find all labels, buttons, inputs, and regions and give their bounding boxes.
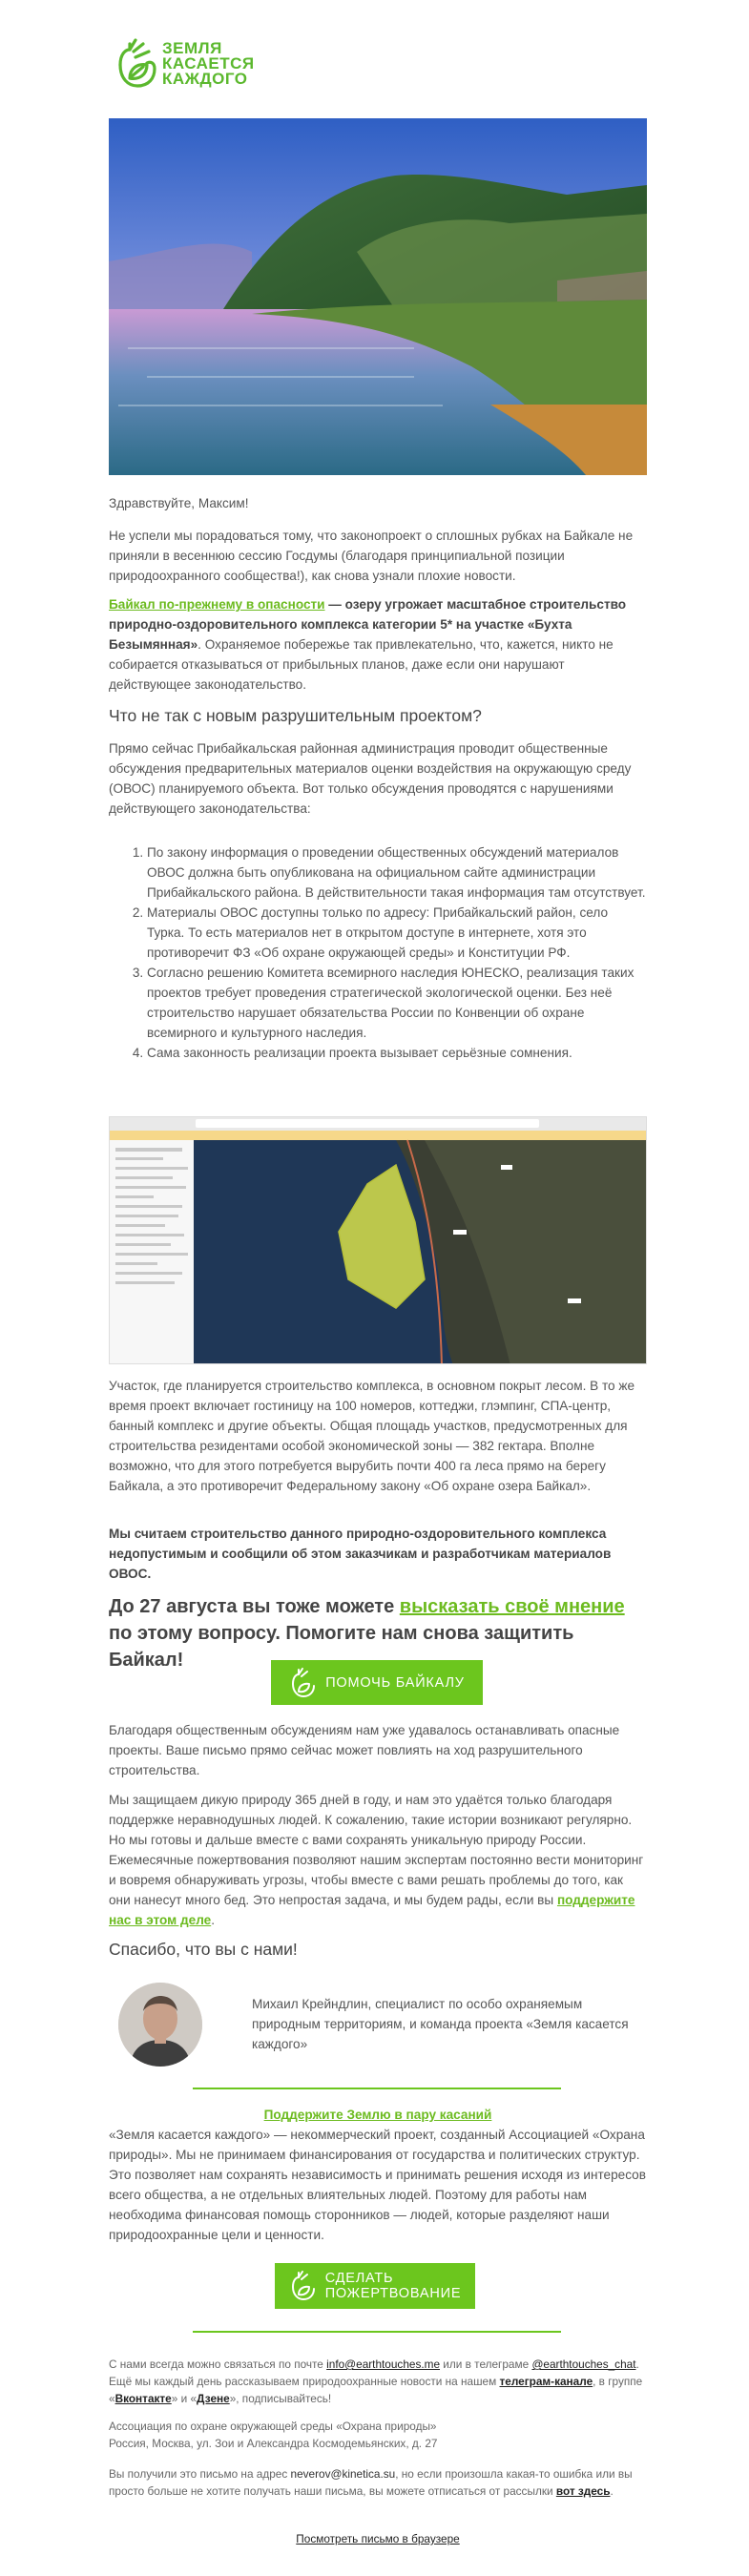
hero-image-baikal (109, 118, 647, 475)
vk-link[interactable]: Вконтакте (114, 2392, 172, 2405)
support-text-pre: Мы защищаем дикую природу 365 дней в году, и нам это удаётся только благодаря поддержке неравнодушных людей. К сожалению, такие истории возникают регулярно. Но мы готовы и дальше вместе с вами сохранять уникальную природу России. Ежемесячные пожертвования позволяют нашим экспертам постоянно вести мониторинг и вовремя обнаруживать угрозы, чтобы вместе с вами решать проблемы до того, как они нанесут много бед. Это непростая задача, и мы будем рады, если вы (109, 1793, 644, 1907)
donate-label (325, 2271, 462, 2301)
avatar (118, 1983, 202, 2067)
list-item: 2. Материалы ОВОС доступны только по адресу: Прибайкальский район, село Турка. То есть материалов нет в открытом доступе в интернете, хотя это противоречит ФЗ «Об охране окружающей среды» и Конституции РФ. (147, 903, 647, 963)
brand-logo[interactable] (114, 34, 255, 93)
news-text-mid2: » и « (171, 2392, 198, 2405)
support-earth-link[interactable]: Поддержите Землю в пару касаний (263, 2108, 492, 2122)
cta-heading-post: по этому вопросу. Помогите нам снова защитить Байкал! (109, 1623, 574, 1671)
signature: Михаил Крейндлин, специалист по особо охраняемым природным территориям, и команда проекта «Земля касается каждого» (252, 1997, 629, 2051)
position-statement: Мы считаем строительство данного природно-оздоровительного комплекса недопустимым и сообщили об этом заказчикам и разработчикам материалов ОВОС. (109, 1527, 612, 1581)
divider (193, 2331, 561, 2333)
brand-name-line2: КАСАЕТСЯ (162, 54, 255, 73)
baikal-danger-link[interactable]: Байкал по-прежнему в опасности (109, 597, 325, 612)
person-photo (118, 1983, 202, 2067)
about-text: «Земля касается каждого» — некоммерческий проект, созданный Ассоциацией «Охрана природы». Мы не принимаем финансирования от государства и политических структур. Это позволяет нам сохранять независимость и принимать решения исходя из интересов всего общества, а не отдельных влиятельных людей. Поэтому для работы нам необходима финансовая помощь сторонников — людей, которые разделяют наши природоохранные цели и ценности. (109, 2128, 646, 2242)
hand-leaf-icon (289, 1667, 318, 1699)
donate-label-line1: СДЕЛАТЬ (324, 2271, 394, 2286)
org-address: Россия, Москва, ул. Зои и Александра Космодемьянских, д. 27 (109, 2437, 438, 2450)
baikal-landscape-image (109, 118, 647, 475)
news-text-mid: , в группе « (109, 2375, 643, 2405)
hand-leaf-icon (289, 2270, 318, 2302)
violations-list (109, 842, 647, 1063)
donate-button[interactable] (275, 2263, 475, 2309)
footer-browser (109, 2530, 647, 2547)
recv-text-post: . (610, 2484, 614, 2498)
section-intro: Прямо сейчас Прибайкальская районная администрация проводит общественные обсуждения предварительных материалов оценки воздействия на окружающую среду (ОВОС) планируемого объекта. Вот только обсуждения проводятся с нарушениями действующего законодательства: (109, 741, 632, 816)
site-description: Участок, где планируется строительство комплекса, в основном покрыт лесом. В то же время проект включает гостиницу на 100 номеров, коттеджи, глэмпинг, СПА-центр, банный комплекс и другие объекты. Общая площадь участков, предусмотренных для строительства резидентами особой экономической зоны — 382 гектара. Вполне возможно, что для этого потребуется вырубить почти 400 га леса прямо на берегу Байкала, а это противоречит Федеральному закону «Об охране озера Байкал». (109, 1379, 635, 1493)
telegram-channel-link[interactable]: телеграм-канале (499, 2375, 593, 2388)
intro-paragraph: Не успели мы порадоваться тому, что законопроект о сплошных рубках на Байкале не приняли в весеннюю сессию Госдумы (благодаря принципиальной позиции природоохранного сообщества!), как снова узнали плохие новости. (109, 529, 634, 583)
closing-heading: Спасибо, что вы с нами! (109, 1940, 298, 1959)
view-in-browser-link[interactable]: Посмотреть письмо в браузере (296, 2532, 460, 2545)
contact-text-mid: или в телеграме (440, 2358, 532, 2371)
divider (193, 2088, 561, 2089)
recipient-email: neverov@kinetica.su (290, 2467, 396, 2481)
dzen-link[interactable]: Дзене (197, 2392, 230, 2405)
brand-name-line3: КАЖДОГО (162, 70, 248, 88)
footer-contacts (109, 2356, 647, 2407)
contact-text-pre: С нами всегда можно связаться по почте (109, 2358, 327, 2371)
section-heading: Что не так с новым разрушительным проектом? (109, 706, 482, 725)
greeting: Здравствуйте, Максим! (109, 496, 249, 510)
share-opinion-link[interactable]: высказать своё мнение (399, 1596, 625, 1617)
recv-text-pre: Вы получили это письмо на адрес (109, 2467, 291, 2481)
thanks-paragraph: Благодаря общественным обсуждениям нам уже удавалось останавливать опасные проекты. Ваше письмо прямо сейчас может повлиять на ход разрушительного строительства. (109, 1723, 620, 1777)
news-text-pre: . Ещё мы каждый день рассказываем природоохранные новости на нашем (109, 2358, 639, 2388)
danger-bold-text: — озеру угрожает масштабное строительство природно-оздоровительного комплекса категории 5* на участке «Бухта Безымянная» (109, 597, 627, 652)
list-item: 1. По закону информация о проведении общественных обсуждений материалов ОВОС должна быть опубликована на официальном сайте администрации Прибайкальского района. В действительности такая информация там отсутствует. (147, 842, 647, 903)
list-item: 3. Согласно решению Комитета всемирного наследия ЮНЕСКО, реализация таких проектов требует проведения стратегической экологической оценки. Без неё строительство нарушает обязательства России по Конвенции об охране всемирного и культурного наследия. (147, 963, 647, 1043)
recv-text-mid: , но если произошла какая-то ошибка или вы просто больше не хотите получать наши письма, вы можете отписаться от рассылки (109, 2467, 633, 2498)
cta-heading-pre: До 27 августа вы тоже можете (109, 1596, 400, 1617)
about-title (109, 2105, 647, 2125)
hand-leaf-icon (114, 36, 158, 92)
danger-paragraph (109, 594, 647, 695)
brand-name (162, 41, 255, 87)
map-image (110, 1117, 647, 1364)
cadastral-map-screenshot (109, 1116, 647, 1364)
support-us-link[interactable]: поддержите нас в этом деле (109, 1893, 635, 1927)
support-paragraph (109, 1790, 647, 1930)
support-text-post: . (211, 1913, 215, 1927)
telegram-chat-link[interactable]: @earthtouches_chat (531, 2358, 636, 2371)
unsubscribe-link[interactable]: вот здесь (555, 2484, 611, 2498)
danger-rest-text: . Охраняемое побережье так привлекательно, что, кажется, никто не собирается отказываться от прибыльных планов, даже если они нарушают действующее законодательство. (109, 637, 614, 692)
brand-name-line1: ЗЕМЛЯ (162, 39, 222, 57)
footer-org (109, 2418, 647, 2452)
help-baikal-label: ПОМОЧЬ БАЙКАЛУ (325, 1674, 465, 1691)
contact-email-link[interactable]: info@earthtouches.me (326, 2358, 441, 2371)
help-baikal-button[interactable] (271, 1660, 483, 1705)
news-text-post: », подписывайтесь! (229, 2392, 332, 2405)
list-item: 4. Сама законность реализации проекта вызывает серьёзные сомнения. (147, 1043, 647, 1063)
org-name: Ассоциация по охране окружающей среды «Охрана природы» (109, 2420, 437, 2433)
footer-unsubscribe (109, 2465, 647, 2500)
donate-label-line2: ПОЖЕРТВОВАНИЕ (324, 2286, 462, 2301)
